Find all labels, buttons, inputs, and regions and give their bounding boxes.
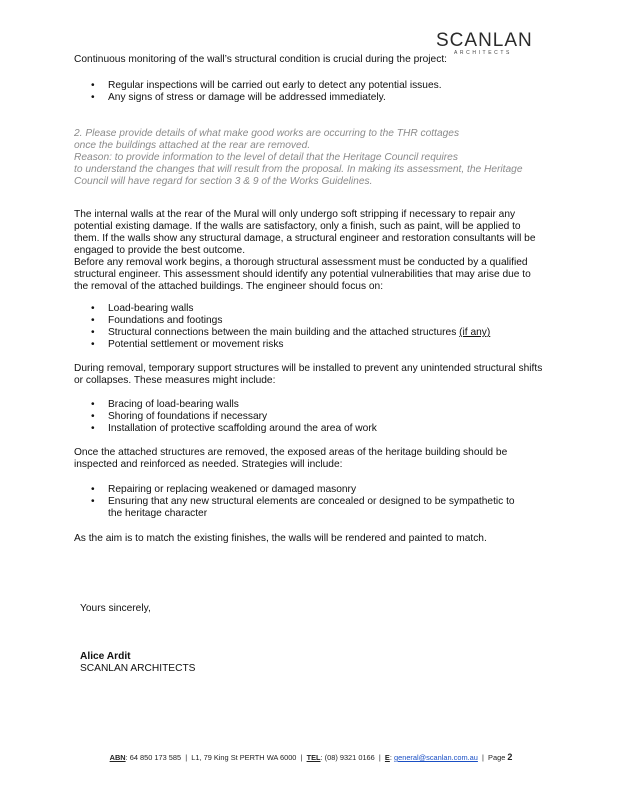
page-label: Page — [488, 753, 506, 762]
list-item: • Ensuring that any new structural elements are concealed or designed to be sympathetic to the heritage character — [91, 496, 515, 520]
intro-paragraph: Continuous monitoring of the wall’s structural condition is crucial during the project: — [74, 54, 447, 65]
list-item: • Shoring of foundations if necessary — [91, 411, 268, 423]
signatory-firm: SCANLAN ARCHITECTS — [80, 663, 196, 675]
reinforcement-paragraph: Once the attached structures are removed, the exposed areas of the heritage building should be inspected and reinforced as needed. Strategies will include: — [74, 447, 508, 471]
page-number: 2 — [507, 752, 513, 762]
logo-subtitle: ARCHITECTS — [454, 50, 512, 56]
support-measures-list — [74, 399, 546, 435]
tel-label: TEL — [306, 753, 321, 762]
list-item: • Foundations and footings — [91, 315, 223, 327]
list-item: • Any signs of stress or damage will be addressed immediately. — [91, 92, 386, 104]
engineer-focus-list — [74, 303, 546, 351]
list-item: • Bracing of load-bearing walls — [91, 399, 239, 410]
list-item: • Load-bearing walls — [91, 303, 194, 314]
tel-value: : (08) 9321 0166 — [320, 753, 375, 762]
address: L1, 79 King St PERTH WA 6000 — [191, 753, 297, 762]
assessment-paragraph: Before any removal work begins, a thorough structural assessment must be conducted by a qualified structural engineer. This assessment should identify any potential vulnerabilities that may arise due to the removal of the attached buildings. The engineer should focus on: — [74, 257, 531, 293]
page-footer: ABN: 64 850 173 585 | L1, 79 King St PERTH WA 6000 | TEL: (08) 9321 0166 | E: general@scanlan.com.au | Page 2 — [109, 752, 513, 762]
email-link[interactable]: general@scanlan.com.au — [393, 753, 478, 762]
logo-name: SCANLAN — [436, 30, 533, 51]
list-item: • Structural connections between the main building and the attached structures (if any) — [91, 327, 491, 339]
abn-value: : 64 850 173 585 — [125, 753, 182, 762]
closing-salutation: Yours sincerely, — [80, 603, 151, 614]
abn-label: ABN — [109, 753, 126, 762]
temporary-support-paragraph: During removal, temporary support structures will be installed to prevent any unintended structural shifts or collapses. These measures might include: — [74, 363, 543, 387]
finishes-paragraph: As the aim is to match the existing finishes, the walls will be rendered and painted to match. — [74, 533, 487, 544]
list-item: • Installation of protective scaffolding around the area of work — [91, 423, 377, 435]
heritage-question: 2. Please provide details of what make good works are occurring to the THR cottages once the buildings attached at the rear are removed. Reason: to provide information to the level of detail that the Heritage Council requires to understand the changes that will result from the proposal. In making its assessment, the Heritage Council will have regard for section 3 & 9 of the Works Guidelines. — [74, 128, 523, 188]
soft-stripping-paragraph: The internal walls at the rear of the Mural will only undergo soft stripping if necessary to repair any potential existing damage. If the walls are satisfactory, only a finish, such as paint, will be applied to them. If the walls show any structural damage, a structural engineer and restoration consultants will be engaged to provide the best outcome. — [74, 209, 536, 257]
email-label: E — [384, 753, 390, 762]
list-item: • Regular inspections will be carried out early to detect any potential issues. — [91, 80, 442, 91]
signatory-name: Alice Ardit — [80, 651, 131, 662]
monitoring-list — [74, 80, 546, 104]
company-logo — [436, 32, 532, 56]
list-item: • Repairing or replacing weakened or damaged masonry — [91, 484, 357, 495]
strategies-list — [74, 484, 546, 520]
list-item: • Potential settlement or movement risks — [91, 339, 284, 351]
signature-block — [80, 651, 195, 675]
